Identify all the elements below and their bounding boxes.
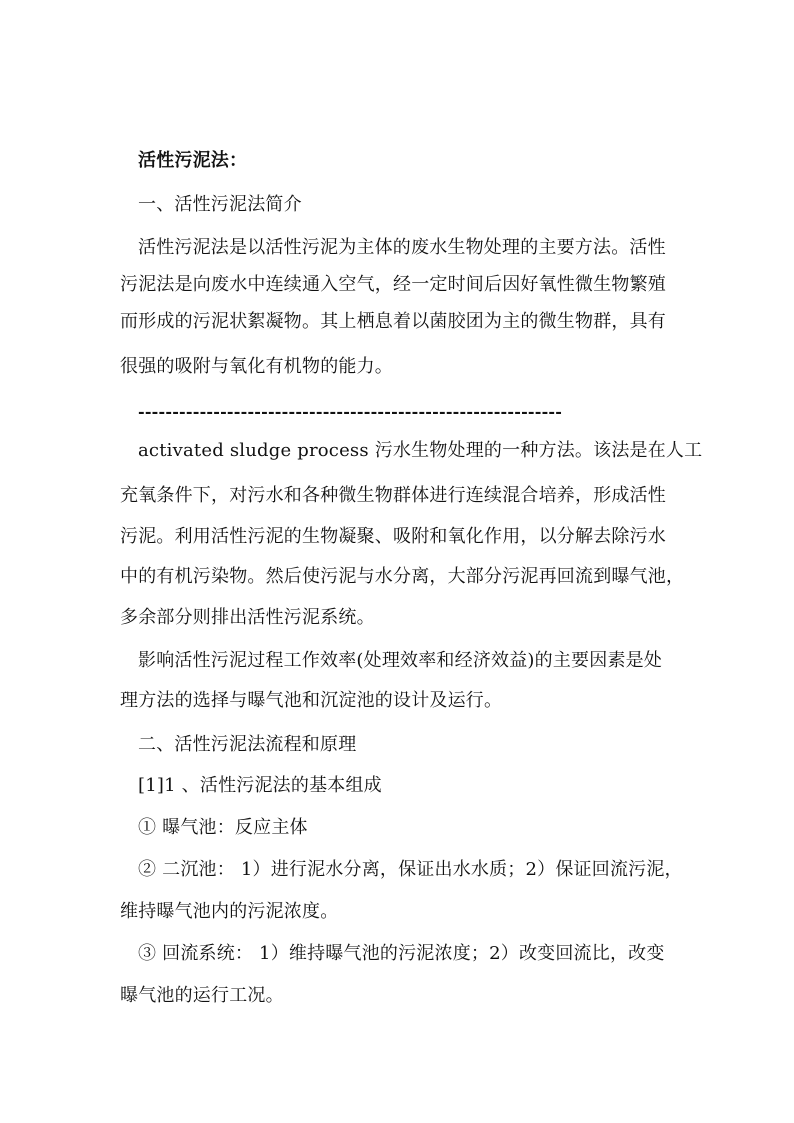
paragraph-line: 污泥法是向废水中连续通入空气，经一定时间后因好氧性微生物繁殖 bbox=[120, 274, 666, 295]
paragraph-line: 中的有机污染物。然后使污泥与水分离，大部分污泥再回流到曝气池， bbox=[120, 566, 685, 587]
section-heading-intro: 一、活性污泥法简介 bbox=[138, 194, 302, 215]
paragraph-line: 污泥。利用活性污泥的生物凝聚、吸附和氧化作用，以分解去除污水 bbox=[120, 526, 666, 547]
list-item: ③ 回流系统： 1）维持曝气池的污泥浓度；2）改变回流比，改变 bbox=[138, 943, 665, 964]
paragraph-line: 很强的吸附与氧化有机物的能力。 bbox=[120, 356, 393, 377]
subsection-heading: [1]1 、活性污泥法的基本组成 bbox=[138, 775, 382, 796]
section-heading-process: 二、活性污泥法流程和原理 bbox=[138, 734, 357, 755]
paragraph-line: activated sludge process 污水生物处理的一种方法。该法是在人工 bbox=[138, 440, 703, 461]
document-title: 活性污泥法： bbox=[138, 150, 248, 171]
paragraph-line: 而形成的污泥状絮凝物。其上栖息着以菌胶团为主的微生物群，具有 bbox=[120, 311, 666, 332]
paragraph-line: 理方法的选择与曝气池和沉淀池的设计及运行。 bbox=[120, 690, 503, 711]
list-item-continuation: 曝气池的运行工况。 bbox=[120, 985, 284, 1006]
list-item-continuation: 维持曝气池内的污泥浓度。 bbox=[120, 901, 339, 922]
divider-line: -------------------------------------------------------------- bbox=[138, 402, 563, 421]
paragraph-line: 多余部分则排出活性污泥系统。 bbox=[120, 607, 375, 628]
paragraph-line: 影响活性污泥过程工作效率(处理效率和经济效益)的主要因素是处 bbox=[138, 650, 663, 671]
paragraph-line: 充氧条件下，对污水和各种微生物群体进行连续混合培养，形成活性 bbox=[120, 485, 666, 506]
paragraph-line: 活性污泥法是以活性污泥为主体的废水生物处理的主要方法。活性 bbox=[138, 237, 666, 258]
list-item: ② 二沉池： 1）进行泥水分离，保证出水水质；2）保证回流污泥， bbox=[138, 859, 683, 880]
list-item: ① 曝气池：反应主体 bbox=[138, 817, 308, 838]
